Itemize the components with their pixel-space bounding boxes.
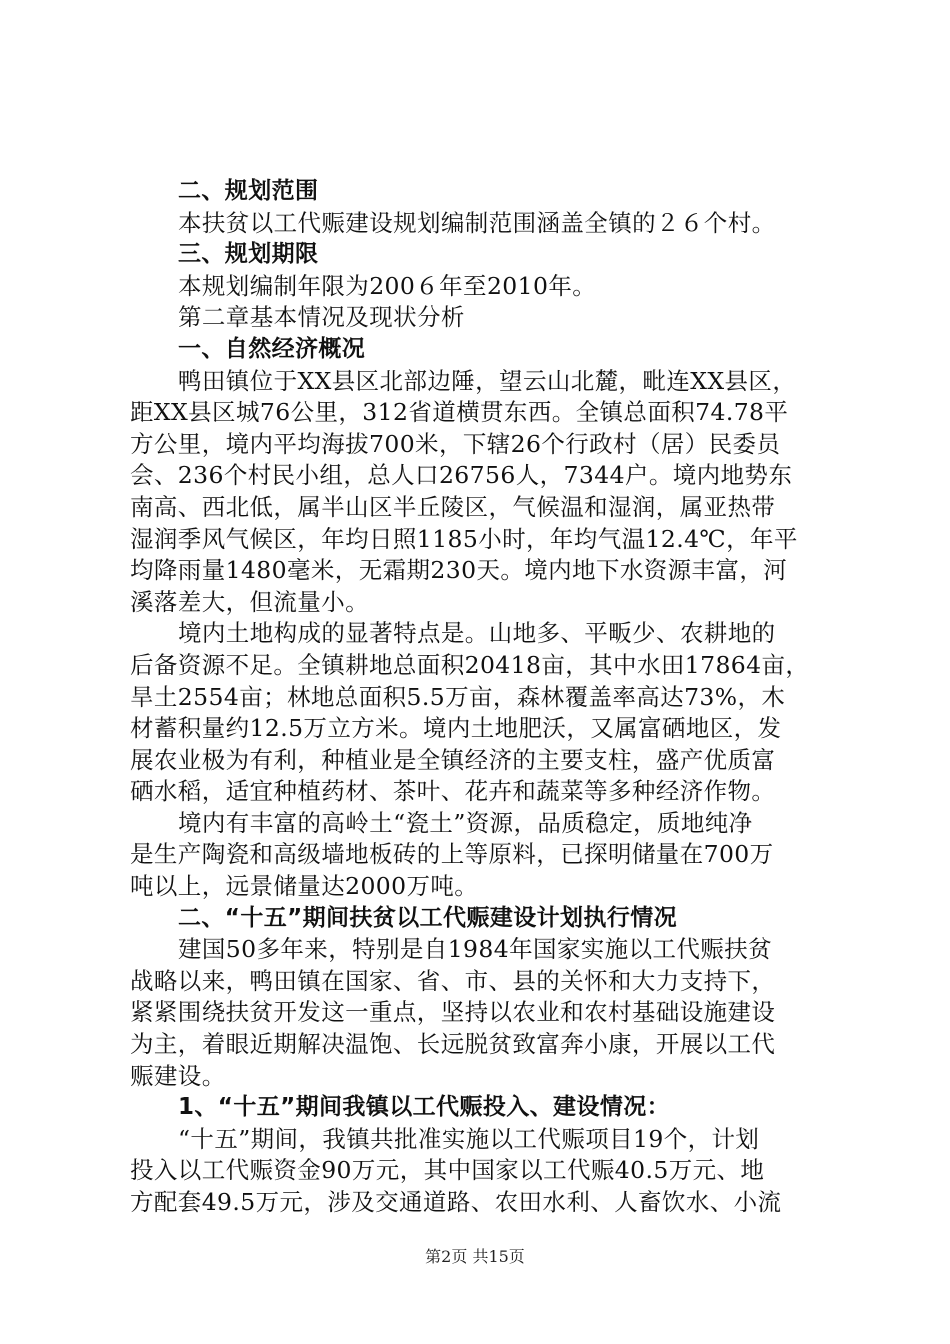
section-heading: 1、“十五”期间我镇以工代赈投入、建设情况： (178, 1094, 671, 1121)
text-line: 第二章基本情况及现状分析 (178, 303, 465, 332)
text-line: 战略以来，鸭田镇在国家、省、市、县的关怀和大力支持下， (130, 966, 776, 995)
section-heading: 二、“十五”期间扶贫以工代赈建设计划执行情况 (178, 904, 678, 931)
section-heading: 三、规划期限 (178, 241, 319, 268)
text-line: 距XX县区城76公里，312省道横贯东西。全镇总面积74.78平 (130, 398, 789, 427)
text-line: 为主，着眼近期解决温饱、长远脱贫致富奔小康，开展以工代 (130, 1030, 776, 1059)
text-line: 吨以上，远景储量达2000万吨。 (130, 872, 479, 901)
text-line: 硒水稻，适宜种植药材、茶叶、花卉和蔬菜等多种经济作物。 (130, 777, 776, 806)
text-line: “十五”期间，我镇共批准实施以工代赈项目19个，计划 (178, 1124, 760, 1153)
text-line: 紧紧围绕扶贫开发这一重点，坚持以农业和农村基础设施建设 (130, 998, 776, 1027)
text-line: 境内土地构成的显著特点是。山地多、平畈少、农耕地的 (178, 619, 776, 648)
text-line: 是生产陶瓷和高级墙地板砖的上等原料，已探明储量在700万 (130, 840, 774, 869)
document-body (130, 176, 832, 1219)
text-line: 建国50多年来，特别是自1984年国家实施以工代赈扶贫 (178, 935, 773, 964)
text-line: 方公里，境内平均海拔700米，下辖26个行政村（居）民委员 (130, 429, 781, 458)
text-line: 均降雨量1480毫米，无霜期230天。境内地下水资源丰富，河 (130, 556, 788, 585)
text-line: 鸭田镇位于XX县区北部边陲，望云山北麓，毗连XX县区， (178, 366, 797, 395)
text-line: 溪落差大，但流量小。 (130, 587, 369, 616)
text-line: 湿润季风气候区，年均日照1185小时，年均气温12.4℃，年平 (130, 524, 798, 553)
section-heading: 一、自然经济概况 (178, 335, 366, 362)
text-line: 投入以工代赈资金90万元，其中国家以工代赈40.5万元、地 (130, 1156, 765, 1185)
text-line: 旱土2554亩；林地总面积5.5万亩，森林覆盖率高达73%，木 (130, 682, 786, 711)
text-line: 境内有丰富的高岭土“瓷土”资源，品质稳定，质地纯净 (178, 808, 753, 837)
text-line: 赈建设。 (130, 1061, 226, 1090)
page-footer: 第2页 共15页 (425, 1247, 525, 1266)
text-line: 本扶贫以工代赈建设规划编制范围涵盖全镇的２６个村。 (178, 208, 776, 237)
text-line: 后备资源不足。全镇耕地总面积20418亩，其中水田17864亩， (130, 650, 810, 679)
text-line: 方配套49.5万元，涉及交通道路、农田水利、人畜饮水、小流 (130, 1188, 782, 1216)
text-line: 材蓄积量约12.5万立方米。境内土地肥沃，又属富硒地区，发 (130, 714, 782, 743)
text-line: 南高、西北低，属半山区半丘陵区，气候温和湿润，属亚热带 (130, 492, 776, 521)
text-line: 展农业极为有利，种植业是全镇经济的主要支柱，盛产优质富 (130, 745, 776, 774)
text-line: 会、236个村民小组，总人口26756人，7344户。境内地势东 (130, 461, 793, 490)
text-line: 本规划编制年限为200６年至2010年。 (178, 271, 597, 300)
section-heading: 二、规划范围 (178, 178, 319, 204)
